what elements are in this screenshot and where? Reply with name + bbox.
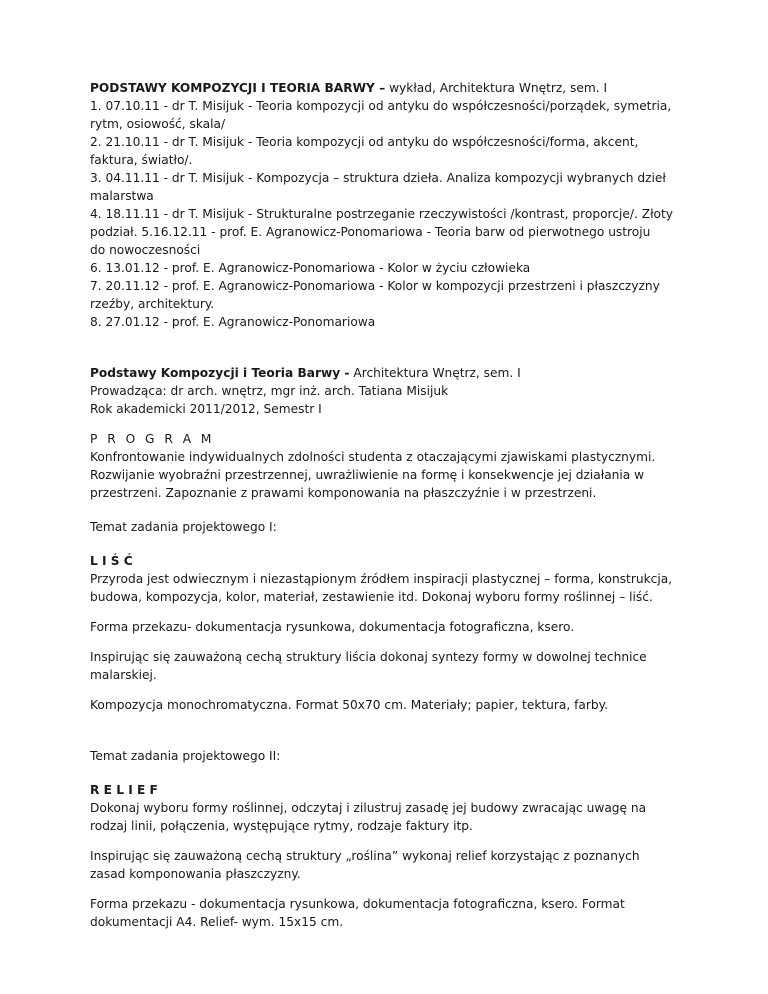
task1-form: Forma przekazu- dokumentacja rysunkowa, dokumentacja fotograficzna, ksero.: [90, 620, 575, 634]
task1-inspire-line: Inspirując się zauważoną cechą struktury liścia dokonaj syntezy formy w dowolnej technice: [90, 650, 647, 664]
program-line: Konfrontowanie indywidualnych zdolności studenta z otaczającymi zjawiskami plastycznymi.: [90, 450, 656, 464]
lecture-line: malarstwa: [90, 189, 154, 203]
task2-desc-line: rodzaj linii, połączenia, występujące rytmy, rodzaje faktury itp.: [90, 819, 473, 833]
task1-inspire-line: malarskiej.: [90, 668, 157, 682]
lecture-line: 2. 21.10.11 - dr T. Misijuk - Teoria kompozycji od antyku do współczesności/forma, akcent,: [90, 135, 639, 149]
lecture-line: do nowoczesności: [90, 243, 201, 257]
lecture-header-rest: wykład, Architektura Wnętrz, sem. I: [385, 81, 608, 95]
lecture-line: 4. 18.11.11 - dr T. Misijuk - Strukturalne postrzeganie rzeczywistości /kontrast, proporcje/. Złoty: [90, 207, 674, 221]
program-line: przestrzeni. Zapoznanie z prawami komponowania na płaszczyźnie i w przestrzeni.: [90, 486, 597, 500]
task2-intro: Temat zadania projektowego II:: [90, 749, 281, 763]
program-heading: P R O G R A M: [90, 432, 215, 446]
lecture-list: [90, 97, 690, 331]
task2-form-line: Forma przekazu - dokumentacja rysunkowa, dokumentacja fotograficzna, ksero. Format: [90, 897, 625, 911]
instructor-line: Prowadząca: dr arch. wnętrz, mgr inż. arch. Tatiana Misijuk: [90, 384, 449, 398]
lecture-line: 7. 20.11.12 - prof. E. Agranowicz-Ponomariowa - Kolor w kompozycji przestrzeni i płaszczyzny: [90, 279, 660, 293]
task1-desc-line: budowa, kompozycja, kolor, materiał, zestawienie itd. Dokonaj wyboru formy roślinnej – liść.: [90, 590, 653, 604]
task1-composition: Kompozycja monochromatyczna. Format 50x70 cm. Materiały; papier, tektura, farby.: [90, 698, 608, 712]
task2-form-line: dokumentacji A4. Relief- wym. 15x15 cm.: [90, 915, 344, 929]
lecture-line: podział. 5.16.12.11 - prof. E. Agranowicz-Ponomariowa - Teoria barw od pierwotnego ustroju: [90, 225, 651, 239]
task1-intro: Temat zadania projektowego I:: [90, 520, 277, 534]
lecture-line: rzeźby, architektury.: [90, 297, 215, 311]
course-header: [90, 364, 690, 382]
task2-desc-line: Dokonaj wyboru formy roślinnej, odczytaj i zilustruj zasadę jej budowy zwracając uwagę na: [90, 801, 647, 815]
task2-heading: R E L I E F: [90, 783, 158, 797]
lecture-line: faktura, światło/.: [90, 153, 193, 167]
task1-desc-line: Przyroda jest odwiecznym i niezastąpionym źródłem inspiracji plastycznej – forma, konstrukcja,: [90, 572, 673, 586]
lecture-line: rytm, osiowość, skala/: [90, 117, 226, 131]
task2-inspire-line: zasad komponowania płaszczyzny.: [90, 867, 301, 881]
lecture-line: 3. 04.11.11 - dr T. Misijuk - Kompozycja – struktura dzieła. Analiza kompozycji wybranych dzieł: [90, 171, 666, 185]
academic-year-line: Rok akademicki 2011/2012, Semestr I: [90, 402, 322, 416]
lecture-line: 1. 07.10.11 - dr T. Misijuk - Teoria kompozycji od antyku do współczesności/porządek, symetria,: [90, 99, 672, 113]
lecture-header-title: PODSTAWY KOMPOZYCJI I TEORIA BARWY –: [90, 81, 386, 95]
program-line: Rozwijanie wyobraźni przestrzennej, uwrażliwienie na formę i konsekwencje jej działania w: [90, 468, 645, 482]
task1-heading: L I Ś Ć: [90, 554, 133, 568]
lecture-line: 8. 27.01.12 - prof. E. Agranowicz-Ponomariowa: [90, 315, 376, 329]
course-header-rest: Architektura Wnętrz, sem. I: [349, 366, 521, 380]
document-content: [90, 79, 690, 931]
lecture-header: [90, 79, 690, 97]
task2-inspire-line: Inspirując się zauważoną cechą struktury „roślina” wykonaj relief korzystając z poznanych: [90, 849, 640, 863]
lecture-line: 6. 13.01.12 - prof. E. Agranowicz-Ponomariowa - Kolor w życiu człowieka: [90, 261, 531, 275]
course-header-title: Podstawy Kompozycji i Teoria Barwy -: [90, 366, 350, 380]
